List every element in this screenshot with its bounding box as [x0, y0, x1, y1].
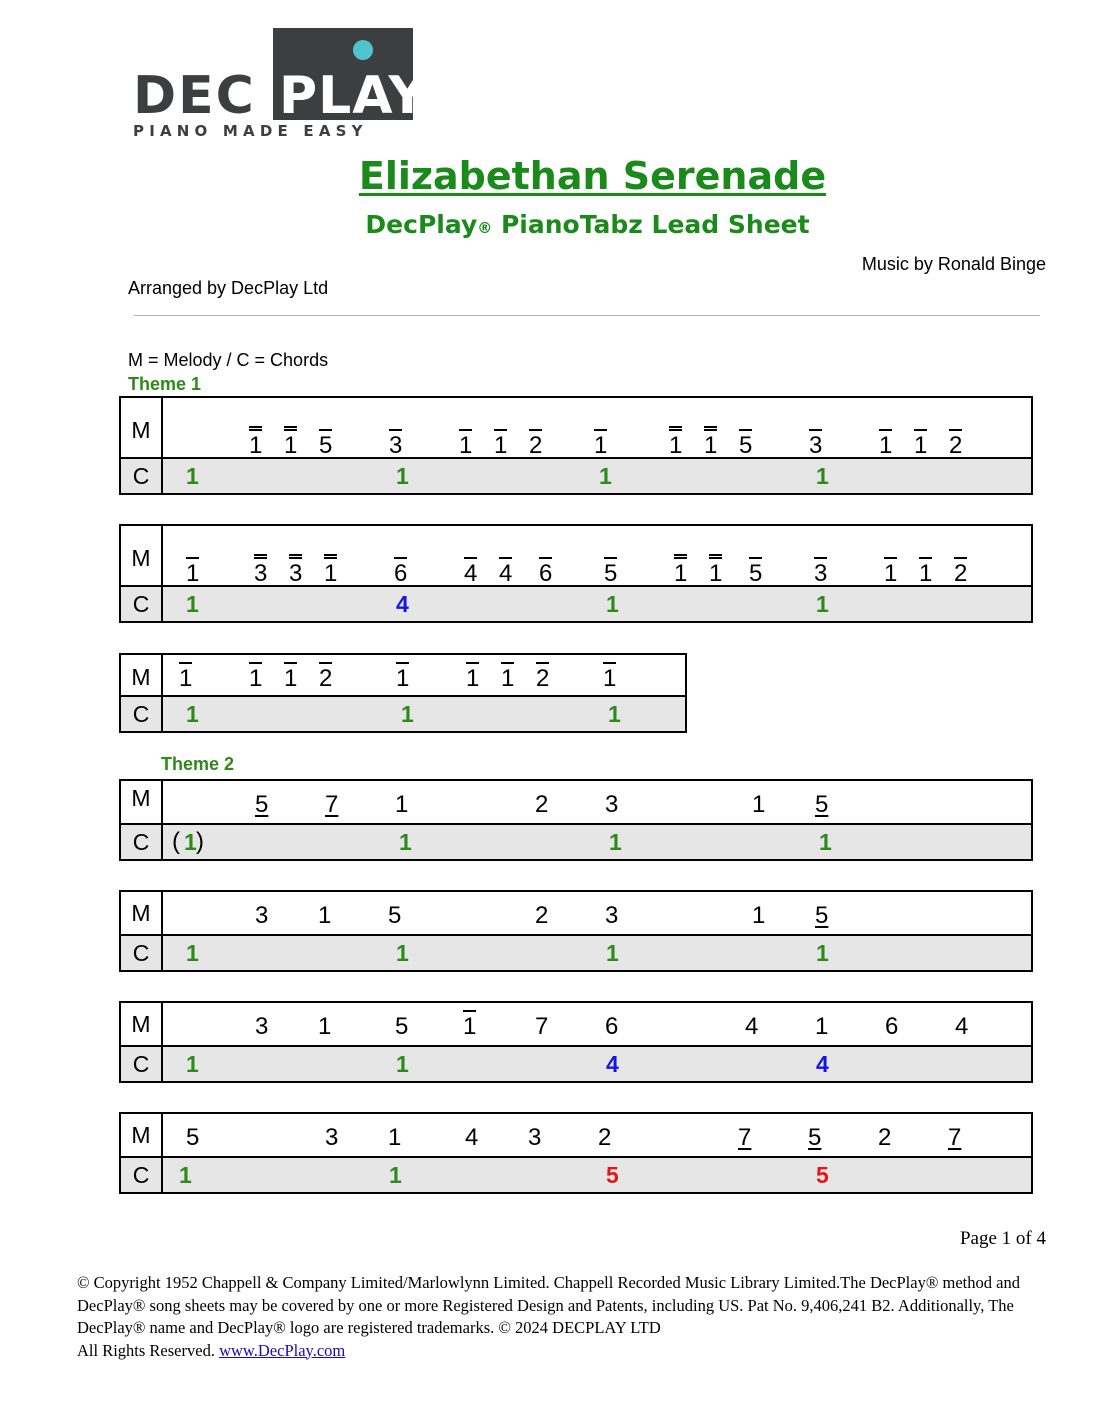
- melody-note: 1: [884, 557, 897, 588]
- rights-text: All Rights Reserved.: [77, 1340, 220, 1360]
- melody-note: 3: [389, 429, 402, 460]
- logo-text-play: PLAY: [279, 66, 428, 126]
- melody-note: 3: [255, 1013, 269, 1040]
- melody-note: 1: [914, 429, 927, 460]
- melody-note: 1: [815, 1013, 829, 1040]
- melody-note: 1: [388, 1124, 402, 1151]
- melody-note: 7: [738, 1124, 752, 1151]
- staff-line-5: [119, 890, 1033, 972]
- chord-label: C: [121, 587, 163, 621]
- melody-note: 1: [186, 557, 199, 588]
- melody-label: M: [121, 526, 163, 585]
- melody-label: M: [121, 1114, 163, 1156]
- melody-note: 5: [319, 429, 332, 460]
- chord-number: 5: [816, 1162, 829, 1188]
- melody-note: 6: [394, 557, 407, 588]
- arranger-credit: Arranged by DecPlay Ltd: [128, 278, 329, 298]
- melody-note: 1: [396, 662, 409, 693]
- melody-note: 1: [459, 429, 472, 460]
- melody-note: 1: [704, 426, 717, 460]
- chord-number: 1: [599, 463, 612, 489]
- chord-number: 1: [816, 940, 829, 966]
- chord-label: C: [121, 1047, 163, 1081]
- melody-label: M: [121, 655, 163, 695]
- melody-note: 1: [466, 662, 479, 693]
- chord-number: 1: [186, 940, 199, 966]
- subtitle-registered-mark: ®: [477, 219, 493, 237]
- melody-note: 1: [324, 554, 337, 588]
- rights-line: [77, 1340, 1037, 1363]
- melody-note: 1: [284, 426, 297, 460]
- chord-number: 1: [186, 463, 199, 489]
- melody-note: 1: [501, 662, 514, 693]
- melody-note: 5: [815, 791, 829, 818]
- staff-line-3: [119, 653, 687, 733]
- staff-line-7: [119, 1112, 1033, 1194]
- melody-note: 1: [603, 662, 616, 693]
- chord-number: 1: [186, 1051, 199, 1077]
- composer-credit: Music by Ronald Binge: [861, 254, 1046, 274]
- logo-text-dec: DEC: [133, 66, 256, 126]
- melody-note: 1: [669, 426, 682, 460]
- chord-number: 1: [186, 701, 199, 727]
- song-title: Elizabethan Serenade: [358, 154, 827, 198]
- chord-number: 1: [606, 591, 619, 617]
- chord-row: [121, 1158, 1031, 1192]
- chord-number: 1: [401, 701, 414, 727]
- melody-row: [121, 1114, 1031, 1158]
- melody-note: 3: [605, 791, 619, 818]
- melody-note: 1: [709, 554, 722, 588]
- chord-row: [121, 587, 1031, 621]
- melody-note: 2: [529, 429, 542, 460]
- melody-row: [121, 655, 685, 697]
- melody-label: M: [121, 398, 163, 457]
- chord-row: [121, 936, 1031, 970]
- melody-note: 3: [254, 554, 267, 588]
- melody-note: 2: [535, 791, 549, 818]
- chord-number: 1: [608, 701, 621, 727]
- melody-note: 5: [255, 791, 269, 818]
- melody-note: 5: [186, 1124, 200, 1151]
- melody-note: 3: [255, 902, 269, 929]
- melody-note: 3: [814, 557, 827, 588]
- chord-label: C: [121, 697, 163, 731]
- chord-row: [121, 697, 685, 731]
- melody-note: 7: [325, 791, 339, 818]
- chord-number: 4: [396, 591, 409, 617]
- chord-row: [121, 1047, 1031, 1081]
- chord-number: 1: [184, 829, 197, 855]
- subtitle-brand: DecPlay: [365, 210, 478, 239]
- melody-note: 1: [395, 791, 409, 818]
- chord-number: 1: [609, 829, 622, 855]
- melody-note: 2: [954, 557, 967, 588]
- melody-note: 4: [464, 557, 477, 588]
- melody-note: 4: [955, 1013, 969, 1040]
- staff-line-2: [119, 524, 1033, 623]
- subtitle-rest: PianoTabz Lead Sheet: [492, 210, 810, 239]
- theme-2-label: Theme 2: [161, 754, 235, 774]
- melody-note: 1: [674, 554, 687, 588]
- melody-note: 3: [528, 1124, 542, 1151]
- melody-note: 2: [319, 662, 332, 693]
- logo-tagline: PIANO MADE EASY: [133, 122, 368, 140]
- chord-number: 1: [606, 940, 619, 966]
- chord-number: 1: [396, 463, 409, 489]
- chord-label: C: [121, 936, 163, 970]
- melody-note: 1: [318, 1013, 332, 1040]
- chord-number: 1: [396, 940, 409, 966]
- chord-row: [121, 459, 1031, 493]
- melody-note: 3: [289, 554, 302, 588]
- melody-note: 1: [879, 429, 892, 460]
- chord-paren-close: ): [196, 828, 204, 855]
- decplay-website-link[interactable]: www.DecPlay.com: [219, 1340, 346, 1360]
- decplay-logo: [133, 28, 428, 140]
- melody-note: 3: [809, 429, 822, 460]
- melody-note: 1: [494, 429, 507, 460]
- melody-note: 2: [878, 1124, 892, 1151]
- melody-note: 5: [388, 902, 402, 929]
- melody-note: 2: [598, 1124, 612, 1151]
- melody-note: 5: [604, 557, 617, 588]
- melody-label: M: [121, 892, 163, 934]
- melody-chord-legend: M = Melody / C = Chords: [128, 350, 329, 370]
- copyright-footer: [77, 1272, 1037, 1362]
- chord-number: 1: [816, 463, 829, 489]
- melody-note: 5: [395, 1013, 409, 1040]
- melody-note: 6: [605, 1013, 619, 1040]
- chord-number: 1: [399, 829, 412, 855]
- melody-note: 7: [948, 1124, 962, 1151]
- melody-note: 7: [535, 1013, 549, 1040]
- melody-note: 2: [535, 902, 549, 929]
- melody-note: 5: [808, 1124, 822, 1151]
- chord-paren-open: (: [172, 828, 180, 855]
- melody-note: 1: [318, 902, 332, 929]
- melody-note: 1: [249, 426, 262, 460]
- melody-note: 2: [949, 429, 962, 460]
- melody-note: 1: [919, 557, 932, 588]
- chord-row: [121, 825, 1031, 859]
- melody-note: 4: [465, 1124, 479, 1151]
- chord-number: 4: [816, 1051, 829, 1077]
- melody-note: 3: [325, 1124, 339, 1151]
- melody-note: 1: [284, 662, 297, 693]
- melody-row: [121, 1003, 1031, 1047]
- song-subtitle: [0, 210, 1101, 239]
- melody-label: M: [121, 1003, 163, 1045]
- chord-number: 1: [179, 1162, 192, 1188]
- melody-note: 1: [249, 662, 262, 693]
- staff-line-1: [119, 396, 1033, 495]
- melody-note: 1: [752, 902, 766, 929]
- chord-label: C: [121, 459, 163, 493]
- melody-label: M: [121, 781, 163, 823]
- chord-number: 1: [819, 829, 832, 855]
- chord-number: 1: [396, 1051, 409, 1077]
- chord-label: C: [121, 1158, 163, 1192]
- melody-note: 1: [463, 1010, 476, 1041]
- melody-note: 1: [752, 791, 766, 818]
- melody-note: 5: [749, 557, 762, 588]
- logo-dot: [353, 40, 373, 60]
- melody-note: 6: [885, 1013, 899, 1040]
- staff-line-4: [119, 779, 1033, 861]
- staff-line-6: [119, 1001, 1033, 1083]
- melody-note: 4: [499, 557, 512, 588]
- theme-1-label: Theme 1: [128, 374, 202, 394]
- page-number: Page 1 of 4: [959, 1228, 1046, 1249]
- melody-note: 4: [745, 1013, 759, 1040]
- melody-row: [121, 892, 1031, 936]
- copyright-text: © Copyright 1952 Chappell & Company Limited/Marlowlynn Limited. Chappell Recorded Music Library Limited.The DecPlay® method and DecPlay® song sheets may be covered by one or more Registered Design and Patents, including US. Pat No. 9,406,241 B2. Additionally, The DecPlay® name and DecPlay® logo are registered trademarks. © 2024 DECPLAY LTD: [77, 1273, 1020, 1337]
- melody-note: 1: [594, 429, 607, 460]
- chord-number: 5: [606, 1162, 619, 1188]
- melody-note: 5: [739, 429, 752, 460]
- melody-note: 3: [605, 902, 619, 929]
- melody-note: 5: [815, 902, 829, 929]
- chord-number: 1: [389, 1162, 402, 1188]
- melody-note: 1: [179, 662, 192, 693]
- melody-row: [121, 398, 1031, 459]
- chord-number: 4: [606, 1051, 619, 1077]
- chord-number: 1: [186, 591, 199, 617]
- chord-label: C: [121, 825, 163, 859]
- chord-number: 1: [816, 591, 829, 617]
- melody-row: [121, 526, 1031, 587]
- melody-note: 2: [536, 662, 549, 693]
- melody-note: 6: [539, 557, 552, 588]
- header-divider: [134, 315, 1040, 316]
- melody-row: [121, 781, 1031, 825]
